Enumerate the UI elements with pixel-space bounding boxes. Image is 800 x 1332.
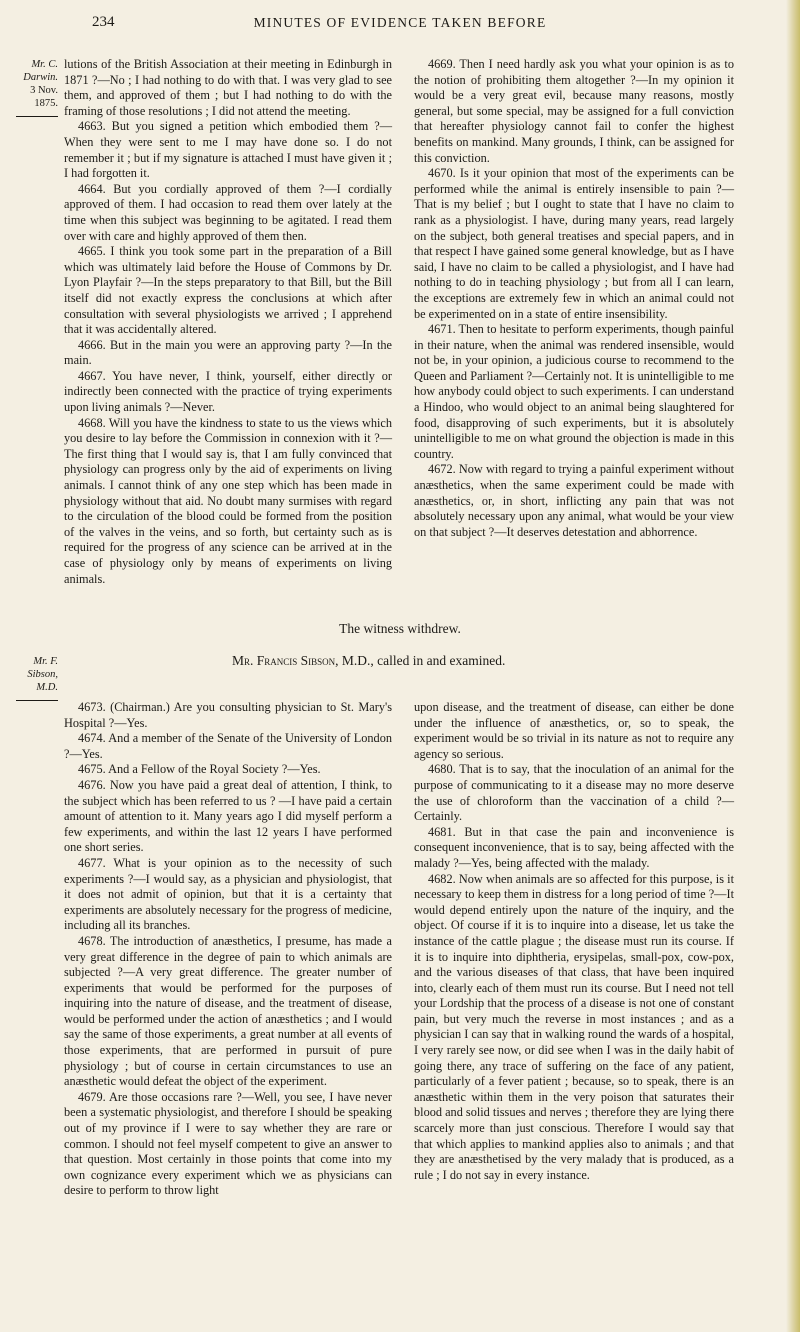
page-number: 234 <box>92 14 115 30</box>
witness-called: , called in and examined. <box>370 653 506 668</box>
paragraph: 4674. And a member of the Senate of the University of London ?—Yes. <box>64 731 392 761</box>
paragraph: 4663. But you signed a petition which embodied them ?—When they were sent to me I may have done so. I do not remember it ; but if my signature is attached I must have given it ; I had forgotten it. <box>64 119 392 181</box>
paragraph: lutions of the British Association at their meeting in Edinburgh in 1871 ?—No ; I had nothing to do with that. I was very glad to see them, and approved of them ; but I had nothing to do with the framing of those resolutions ; I did not attend the meeting. <box>64 57 392 118</box>
paragraph: 4679. Are those occasions rare ?—Well, you see, I have never been a systematic physiologist, and therefore I should be speaking out of my province if I were to say whether they are rare or common. I should not feel myself competent to give an answer to that question. Most certainly in those points that come into my own cognizance every experiment which we as physicians can desire to perform to throw light <box>64 1089 392 1198</box>
witness-withdrew: The witness withdrew. <box>339 621 461 636</box>
paragraph: 4669. Then I need hardly ask you what your opinion is as to the notion of prohibiting them altogether ?—In my opinion it would be a very great evil, because many reasons, mostly general, but some special, may be assigned for a full conviction that hereafter physiology cannot fail to confer the highest benefits on mankind. Many grounds, I think, can be assigned for this conviction. <box>414 57 734 165</box>
page-header <box>0 14 800 38</box>
column-left-bottom <box>64 700 392 1199</box>
paragraph: 4667. You have never, I think, yourself, either directly or indirectly been connected with the practice of trying experiments upon living animals ?—Never. <box>64 368 392 415</box>
paragraph: 4670. Is it your opinion that most of the experiments can be performed while the animal is entirely insensible to pain ?—That is my belief ; but I ought to state that I have no claim to rank as a physiologist. I have, during many years, read largely on the subject, both general treatises and special papers, and in that respect I have gained some general knowledge, but as I have said, I have no claim to be called a physiologist, and I have had nothing to do in teaching physiology ; but from all I can learn, the exceptions are extremely few in which an animal could not be experimented on in a state of entire insensibility. <box>414 166 734 321</box>
column-right-top <box>414 57 734 540</box>
margin-date: 3 Nov. 1875. <box>30 85 58 109</box>
paragraph: 4673. (Chairman.) Are you consulting physician to St. Mary's Hospital ?—Yes. <box>64 700 392 730</box>
paragraph: 4677. What is your opinion as to the necessity of such experiments ?—I would say, as a physician and physiologist, that it does not admit of opinion, but that it is a certainty that experiments are absolutely necessary for the progress of medicine, including all its branches. <box>64 855 392 933</box>
paragraph: 4666. But in the main you were an approving party ?—In the main. <box>64 337 392 368</box>
paragraph: 4671. Then to hesitate to perform experiments, though painful in their nature, when the animal was rendered insensible, would not be, in your opinion, a judicious course to recommend to the Queen and Parliament ?—Certainly not. It is unintelligible to me how anybody could object to such experiments. I can understand a Hindoo, who would object to an animal being slaughtered for food, disapproving of such experiments, but it is absolutely unintelligible to me on what ground the objection is made in this country. <box>414 322 734 461</box>
page-edge <box>786 0 800 1332</box>
paragraph: 4664. But you cordially approved of them ?—I cordially approved of them. I had occasion to read them over lately at the time when this subject was beginning to be agitated. I read them over with care and highly approved of them then. <box>64 181 392 243</box>
paragraph: 4676. Now you have paid a great deal of attention, I think, to the subject which has been referred to us ? —I have paid a certain amount of attention to it. Many years ago I did myself perform a few experiments, and within the last 12 years I have performed one short series. <box>64 777 392 855</box>
paragraph: 4672. Now with regard to trying a painful experiment without anæsthetics, when the same experiment could be made with anæsthetics, or, in short, inflicting any pain that was not absolutely necessary upon any animal, what would be your view on that subject ?—It deserves detestation and abhorrence. <box>414 462 734 539</box>
witness-heading <box>232 653 505 669</box>
paragraph: 4681. But in that case the pain and inconvenience is consequent inconvenience, that is to say, being affected with the malady ?—Yes, being affected with the malady. <box>414 824 734 870</box>
paragraph: 4680. That is to say, that the inoculation of an animal for the purpose of communicating to it a disease may no more deserve the use of chloroform than the vaccination of a child ?—Certainly. <box>414 762 734 824</box>
margin-note-sibson <box>4 655 58 701</box>
margin-note-darwin <box>4 58 58 117</box>
paragraph: 4665. I think you took some part in the preparation of a Bill which was ultimately laid before the House of Commons by Dr. Lyon Playfair ?—In the steps preparatory to that Bill, but the Bill itself did not exactly express the conclusions at which after consultation with several physiologists we arrived ; I apprehend that it was accidentally altered. <box>64 244 392 337</box>
paragraph: 4678. The introduction of anæsthetics, I presume, has made a very great difference in the degree of pain to which animals are subjected ?—A very great difference. The greater number of experiments that would be performed for the purposes of inquiring into the nature of disease, and the treatment of disease, would be performed under the action of anæsthetics ; and I would say the same of those experiments, a great number at all events of those experiments, that are performed in pursuit of pure physiology ; but of course in certain circumstances to use an anæsthetic would defeat the object of the experiment. <box>64 933 392 1089</box>
paragraph: 4675. And a Fellow of the Royal Society ?—Yes. <box>78 762 321 777</box>
paragraph: upon disease, and the treatment of disease, can either be done under the influence of anæsthetics, or, so to speak, the experiment would be so trivial in its nature as not to require any agency so serious. <box>414 700 734 761</box>
margin-witness-name: Mr. F. Sibson, M.D. <box>27 656 58 693</box>
running-head: MINUTES OF EVIDENCE TAKEN BEFORE <box>253 15 547 30</box>
paragraph: 4682. Now when animals are so affected for this purpose, is it necessary to keep them in distress for a long period of time ?—It would depend entirely upon the nature of the inquiry, and the object. Of course if it is to inquire into a disease, let us take the instance of the cattle plague ; the disease must run its course. If it is to inquire into diphtheria, erysipelas, small-pox, cow-pox, and the various diseases of that class, that have been inquired into, clearly each of them must run its course. But I need not tell your Lordship that the process of a disease is not one of constant pain, but very much the reverse in most instances ; and as a physician I can say that in walking round the wards of a hospital, I very rarely see now, or did see when I was in the daily habit of going there, any trace of suffering on the face of any patient, particularly of a fever patient ; because, so to speak, there is an anæsthetic within them in the very poison that saturates their blood and solid tissues and nerves ; therefore they are lying there scarcely more than just conscious. Therefore I would say that that which applies to mankind applies also to animals ; and that they are anæsthetised by the very malady that is produced, as a rule ; I do not say in every instance. <box>414 871 734 1182</box>
witness-name: Mr. Francis Sibson, M.D. <box>232 653 371 668</box>
margin-rule <box>16 700 58 701</box>
margin-witness-name: Mr. C. Darwin. <box>23 59 58 83</box>
column-left-top <box>64 57 392 587</box>
column-right-bottom <box>414 700 734 1183</box>
margin-rule <box>16 116 58 117</box>
paragraph: 4668. Will you have the kindness to state to us the views which you desire to lay before the Commission in connexion with it ?—The first thing that I would say is, that I am fully convinced that physiology can progress only by the aid of experiments on living animals. I cannot think of any one step which has been made in physiology without that aid. No doubt many surmises with regard to the circulation of the blood could be formed from the position of the valves in the veins, and so forth, but certainty such as is required for the progress of any science can be arrived at in the case of physiology only by means of experiments on living animals. <box>64 415 392 586</box>
